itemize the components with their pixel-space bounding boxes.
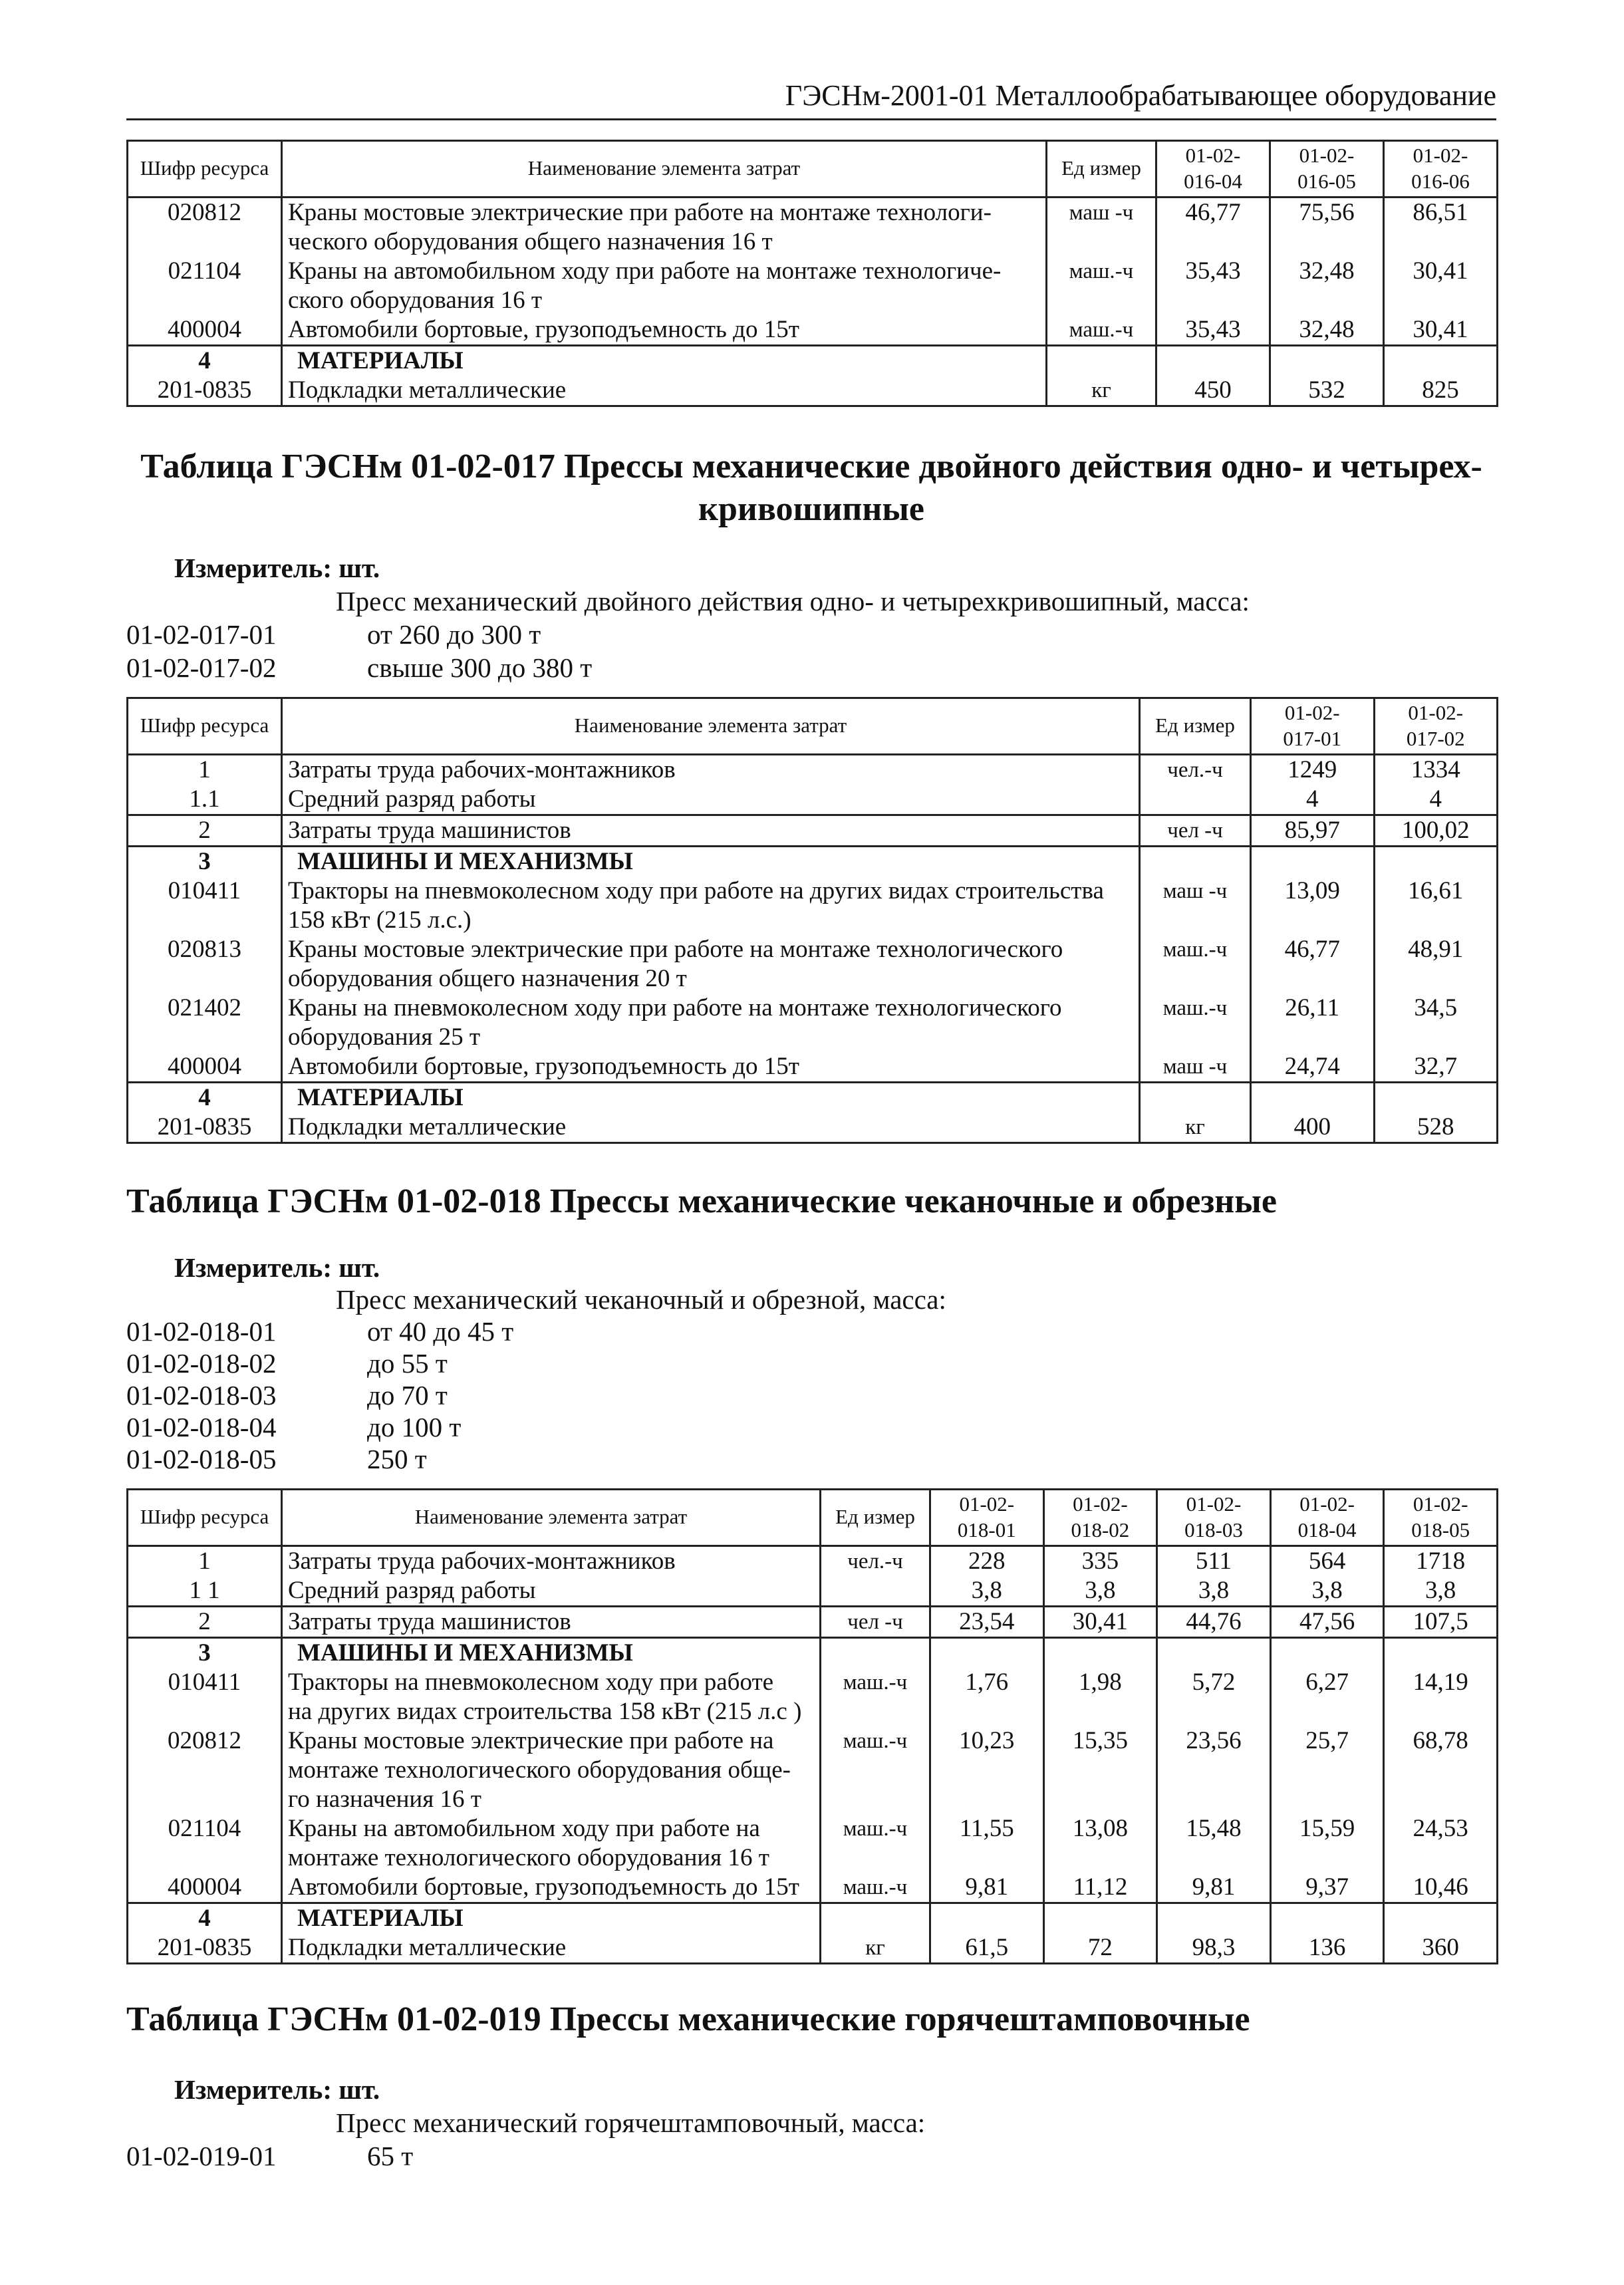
resource-code: 021402 — [128, 994, 282, 1052]
table-row — [128, 1903, 1498, 1933]
table-017-title — [126, 446, 1496, 531]
resource-value: 75,56 — [1270, 197, 1384, 257]
resource-value: 3,8 — [1157, 1576, 1271, 1607]
table-row — [128, 1933, 1498, 1964]
resource-unit — [1140, 846, 1251, 876]
resource-value: 511 — [1157, 1546, 1271, 1576]
resource-value — [1251, 846, 1375, 876]
column-header-variant: 01-02- 018-05 — [1384, 1490, 1498, 1546]
column-header-code: Шифр ресурса — [128, 141, 282, 198]
resource-unit: чел -ч — [1140, 815, 1251, 846]
resource-value: 16,61 — [1374, 876, 1498, 935]
resource-value: 15,59 — [1270, 1814, 1384, 1873]
resource-name: Краны мостовые электрические при работе на монтаже технологи- ческого оборудования общего назначения 16 т — [282, 197, 1047, 257]
resource-value: 32,48 — [1270, 315, 1384, 346]
table-header — [128, 141, 1498, 198]
resource-unit: кг — [821, 1933, 930, 1964]
resource-value: 11,12 — [1043, 1873, 1157, 1903]
resource-name: Краны на пневмоколесном ходу при работе на монтаже технологического оборудования 25 т — [282, 994, 1140, 1052]
resource-value: 9,81 — [930, 1873, 1044, 1903]
variant-row — [126, 618, 541, 650]
table-row — [128, 785, 1498, 815]
resource-value: 61,5 — [930, 1933, 1044, 1964]
table-header — [128, 698, 1498, 755]
resource-value: 23,56 — [1157, 1726, 1271, 1814]
table-017-meter: Измеритель: шт. — [174, 553, 380, 583]
table-018-meter: Измеритель: шт. — [174, 1252, 380, 1283]
resource-value: 30,41 — [1384, 315, 1498, 346]
column-header-variant: 01-02- 017-01 — [1251, 698, 1375, 755]
resource-value: 528 — [1374, 1113, 1498, 1143]
column-header-name: Наименование элемента затрат — [282, 1490, 821, 1546]
resource-code: 201-0835 — [128, 1113, 282, 1143]
resource-code: 201-0835 — [128, 1933, 282, 1964]
resource-table-016 — [126, 140, 1498, 407]
column-header-code: Шифр ресурса — [128, 1490, 282, 1546]
header-row — [128, 698, 1498, 755]
resource-value: 1,98 — [1043, 1668, 1157, 1726]
resource-value: 35,43 — [1156, 257, 1270, 315]
table-row — [128, 815, 1498, 846]
table-row — [128, 1113, 1498, 1143]
table-row — [128, 1546, 1498, 1576]
resource-code: 010411 — [128, 876, 282, 935]
resource-value — [1043, 1637, 1157, 1668]
resource-unit: маш.-ч — [1140, 935, 1251, 994]
resource-code: 020812 — [128, 1726, 282, 1814]
resource-unit: маш -ч — [1140, 1052, 1251, 1083]
variant-code: 01-02-018-01 — [126, 1316, 277, 1347]
resource-value: 3,8 — [1384, 1576, 1498, 1607]
table-row — [128, 1668, 1498, 1726]
variant-row — [126, 1379, 448, 1411]
table-row — [128, 935, 1498, 994]
resource-unit: маш -ч — [1047, 197, 1156, 257]
resource-code: 4 — [128, 1903, 282, 1933]
table-row — [128, 345, 1498, 376]
resource-value — [1374, 846, 1498, 876]
resource-table-018 — [126, 1488, 1498, 1964]
table-row — [128, 1726, 1498, 1814]
resource-value — [930, 1903, 1044, 1933]
resource-value: 9,81 — [1157, 1873, 1271, 1903]
variant-code: 01-02-019-01 — [126, 2141, 277, 2171]
resource-value: 30,41 — [1384, 257, 1498, 315]
resource-value: 32,48 — [1270, 257, 1384, 315]
column-header-code: Шифр ресурса — [128, 698, 282, 755]
resource-code: 400004 — [128, 1873, 282, 1903]
resource-unit: маш -ч — [1140, 876, 1251, 935]
table-019-meter: Измеритель: шт. — [174, 2074, 380, 2105]
resource-value: 25,7 — [1270, 1726, 1384, 1814]
table-header — [128, 1490, 1498, 1546]
resource-value: 6,27 — [1270, 1668, 1384, 1726]
column-header-unit: Ед измер — [1047, 141, 1156, 198]
resource-value: 98,3 — [1157, 1933, 1271, 1964]
resource-value: 85,97 — [1251, 815, 1375, 846]
resource-name: Тракторы на пневмоколесном ходу при работе на других видах строительства 158 кВт (215 л.с ) — [282, 1668, 821, 1726]
resource-value: 825 — [1384, 376, 1498, 406]
table-row — [128, 1052, 1498, 1083]
header-row — [128, 1490, 1498, 1546]
resource-name: Затраты труда рабочих-монтажников — [282, 754, 1140, 785]
resource-value: 15,48 — [1157, 1814, 1271, 1873]
resource-code: 1 — [128, 754, 282, 785]
resource-value: 450 — [1156, 376, 1270, 406]
variant-code: 01-02-017-01 — [126, 619, 277, 650]
resource-value — [1270, 1637, 1384, 1668]
resource-code: 3 — [128, 1637, 282, 1668]
resource-code: 020812 — [128, 197, 282, 257]
table-017-description: Пресс механический двойного действия одно- и четырехкривошипный, масса: — [336, 586, 1250, 616]
variant-text: до 55 т — [367, 1348, 448, 1379]
resource-unit: чел.-ч — [821, 1546, 930, 1576]
variant-text: до 70 т — [367, 1380, 448, 1411]
resource-value: 400 — [1251, 1113, 1375, 1143]
resource-value — [1270, 345, 1384, 376]
resource-value — [1157, 1903, 1271, 1933]
column-header-name: Наименование элемента затрат — [282, 698, 1140, 755]
table-row — [128, 1873, 1498, 1903]
resource-code: 201-0835 — [128, 376, 282, 406]
resource-name: Автомобили бортовые, грузоподъемность до 15т — [282, 1873, 821, 1903]
table-body — [128, 197, 1498, 406]
resource-name: МАТЕРИАЛЫ — [282, 1082, 1140, 1113]
table-body — [128, 1546, 1498, 1963]
resource-value: 34,5 — [1374, 994, 1498, 1052]
resource-value: 4 — [1251, 785, 1375, 815]
variant-text: до 100 т — [367, 1412, 462, 1442]
resource-value: 9,37 — [1270, 1873, 1384, 1903]
table-row — [128, 1606, 1498, 1637]
resource-value: 13,09 — [1251, 876, 1375, 935]
resource-value: 5,72 — [1157, 1668, 1271, 1726]
table-row — [128, 994, 1498, 1052]
resource-value — [1157, 1637, 1271, 1668]
variant-code: 01-02-018-05 — [126, 1444, 277, 1474]
resource-name: Краны на автомобильном ходу при работе на монтаже технологического оборудования 16 т — [282, 1814, 821, 1873]
resource-code: 2 — [128, 1606, 282, 1637]
resource-code: 021104 — [128, 1814, 282, 1873]
resource-unit: маш.-ч — [821, 1814, 930, 1873]
resource-value: 1249 — [1251, 754, 1375, 785]
resource-value — [1384, 345, 1498, 376]
variant-row — [126, 1347, 448, 1379]
resource-value: 15,35 — [1043, 1726, 1157, 1814]
column-header-unit: Ед измер — [821, 1490, 930, 1546]
resource-value: 335 — [1043, 1546, 1157, 1576]
column-header-variant: 01-02- 016-04 — [1156, 141, 1270, 198]
table-row — [128, 1082, 1498, 1113]
resource-value: 1,76 — [930, 1668, 1044, 1726]
table-018-description: Пресс механический чеканочный и обрезной, масса: — [336, 1284, 946, 1315]
resource-unit — [1140, 1082, 1251, 1113]
resource-code: 1 — [128, 1546, 282, 1576]
variant-row — [126, 1315, 513, 1347]
resource-value: 3,8 — [930, 1576, 1044, 1607]
resource-value — [1384, 1637, 1498, 1668]
column-header-variant: 01-02- 017-02 — [1374, 698, 1498, 755]
variant-row — [126, 1411, 461, 1443]
resource-code: 2 — [128, 815, 282, 846]
variant-text: свыше 300 до 380 т — [367, 652, 593, 683]
resource-code: 1 1 — [128, 1576, 282, 1607]
variant-row — [126, 2140, 413, 2172]
resource-value: 47,56 — [1270, 1606, 1384, 1637]
resource-unit: маш.-ч — [821, 1668, 930, 1726]
resource-value: 1334 — [1374, 754, 1498, 785]
resource-value: 14,19 — [1384, 1668, 1498, 1726]
column-header-variant: 01-02- 018-02 — [1043, 1490, 1157, 1546]
resource-unit: маш.-ч — [821, 1726, 930, 1814]
resource-value: 100,02 — [1374, 815, 1498, 846]
resource-name: Подкладки металлические — [282, 1113, 1140, 1143]
table-017-title-line2: кривошипные — [698, 490, 925, 528]
table-row — [128, 315, 1498, 346]
resource-value: 11,55 — [930, 1814, 1044, 1873]
resource-code: 400004 — [128, 315, 282, 346]
resource-value: 13,08 — [1043, 1814, 1157, 1873]
column-header-name: Наименование элемента затрат — [282, 141, 1047, 198]
resource-name: МАШИНЫ И МЕХАНИЗМЫ — [282, 846, 1140, 876]
variant-code: 01-02-018-02 — [126, 1348, 277, 1379]
resource-value — [1251, 1082, 1375, 1113]
resource-value: 360 — [1384, 1933, 1498, 1964]
resource-value: 23,54 — [930, 1606, 1044, 1637]
resource-unit: маш.-ч — [1047, 315, 1156, 346]
column-header-variant: 01-02- 016-05 — [1270, 141, 1384, 198]
resource-unit: маш.-ч — [821, 1873, 930, 1903]
resource-name: Краны мостовые электрические при работе на монтаже технологического оборудования общего назначения 20 т — [282, 935, 1140, 994]
resource-value: 46,77 — [1156, 197, 1270, 257]
table-row — [128, 197, 1498, 257]
variant-code: 01-02-017-02 — [126, 652, 277, 683]
table-row — [128, 846, 1498, 876]
resource-value: 532 — [1270, 376, 1384, 406]
resource-name: Краны мостовые электрические при работе на монтаже технологического оборудования обще- го назначения 16 т — [282, 1726, 821, 1814]
resource-value: 107,5 — [1384, 1606, 1498, 1637]
resource-value: 72 — [1043, 1933, 1157, 1964]
resource-value: 10,23 — [930, 1726, 1044, 1814]
column-header-unit: Ед измер — [1140, 698, 1251, 755]
resource-unit — [821, 1637, 930, 1668]
resource-value: 3,8 — [1270, 1576, 1384, 1607]
resource-value: 136 — [1270, 1933, 1384, 1964]
table-019-description: Пресс механический горячештамповочный, масса: — [336, 2107, 926, 2138]
header-divider — [126, 118, 1496, 120]
resource-value: 26,11 — [1251, 994, 1375, 1052]
resource-value: 4 — [1374, 785, 1498, 815]
resource-code: 020813 — [128, 935, 282, 994]
resource-value — [930, 1637, 1044, 1668]
variant-text: от 260 до 300 т — [367, 619, 541, 650]
resource-table-017 — [126, 697, 1498, 1144]
resource-unit — [1047, 345, 1156, 376]
resource-code: 021104 — [128, 257, 282, 315]
resource-value: 68,78 — [1384, 1726, 1498, 1814]
resource-unit: кг — [1047, 376, 1156, 406]
resource-name: Тракторы на пневмоколесном ходу при работе на других видах строительства 158 кВт (215 л.с.) — [282, 876, 1140, 935]
table-017-title-line1: Таблица ГЭСНм 01-02-017 Прессы механические двойного действия одно- и четырех- — [140, 448, 1482, 485]
resource-code: 400004 — [128, 1052, 282, 1083]
resource-code: 010411 — [128, 1668, 282, 1726]
resource-value: 24,53 — [1384, 1814, 1498, 1873]
column-header-variant: 01-02- 018-03 — [1157, 1490, 1271, 1546]
resource-value: 1718 — [1384, 1546, 1498, 1576]
resource-name: МАТЕРИАЛЫ — [282, 1903, 821, 1933]
resource-value — [1374, 1082, 1498, 1113]
resource-value: 35,43 — [1156, 315, 1270, 346]
resource-unit: кг — [1140, 1113, 1251, 1143]
table-body — [128, 754, 1498, 1142]
resource-name: МАШИНЫ И МЕХАНИЗМЫ — [282, 1637, 821, 1668]
resource-value: 46,77 — [1251, 935, 1375, 994]
resource-name: Средний разряд работы — [282, 1576, 821, 1607]
column-header-variant: 01-02- 018-01 — [930, 1490, 1044, 1546]
resource-value: 24,74 — [1251, 1052, 1375, 1083]
table-row — [128, 376, 1498, 406]
resource-value: 86,51 — [1384, 197, 1498, 257]
table-019-title: Таблица ГЭСНм 01-02-019 Прессы механические горячештамповочные — [126, 2000, 1250, 2038]
resource-value: 10,46 — [1384, 1873, 1498, 1903]
resource-value — [1384, 1903, 1498, 1933]
column-header-variant: 01-02- 018-04 — [1270, 1490, 1384, 1546]
resource-code: 1.1 — [128, 785, 282, 815]
column-header-variant: 01-02- 016-06 — [1384, 141, 1498, 198]
header-row — [128, 141, 1498, 198]
variant-code: 01-02-018-04 — [126, 1412, 277, 1442]
table-row — [128, 1814, 1498, 1873]
resource-value — [1156, 345, 1270, 376]
resource-value: 44,76 — [1157, 1606, 1271, 1637]
resource-unit: чел -ч — [821, 1606, 930, 1637]
variant-row — [126, 652, 592, 684]
resource-unit: маш.-ч — [1047, 257, 1156, 315]
resource-value: 48,91 — [1374, 935, 1498, 994]
resource-code: 4 — [128, 345, 282, 376]
resource-value — [1043, 1903, 1157, 1933]
resource-unit — [821, 1576, 930, 1607]
table-018-title: Таблица ГЭСНм 01-02-018 Прессы механические чеканочные и обрезные — [126, 1182, 1277, 1220]
resource-name: Автомобили бортовые, грузоподъемность до 15т — [282, 1052, 1140, 1083]
resource-name: Затраты труда рабочих-монтажников — [282, 1546, 821, 1576]
variant-text: 250 т — [367, 1444, 427, 1474]
page-header: ГЭСНм-2001-01 Металлообрабатывающее оборудование — [785, 79, 1496, 112]
resource-name: Краны на автомобильном ходу при работе на монтаже технологиче- ского оборудования 16 т — [282, 257, 1047, 315]
resource-unit — [1140, 785, 1251, 815]
resource-name: Автомобили бортовые, грузоподъемность до 15т — [282, 315, 1047, 346]
resource-code: 3 — [128, 846, 282, 876]
resource-value: 564 — [1270, 1546, 1384, 1576]
resource-name: Затраты труда машинистов — [282, 1606, 821, 1637]
variant-code: 01-02-018-03 — [126, 1380, 277, 1411]
table-row — [128, 754, 1498, 785]
table-row — [128, 1637, 1498, 1668]
resource-name: Подкладки металлические — [282, 1933, 821, 1964]
resource-unit: чел.-ч — [1140, 754, 1251, 785]
resource-name: Подкладки металлические — [282, 376, 1047, 406]
resource-unit: маш.-ч — [1140, 994, 1251, 1052]
table-row — [128, 876, 1498, 935]
resource-value: 228 — [930, 1546, 1044, 1576]
table-row — [128, 257, 1498, 315]
resource-code: 4 — [128, 1082, 282, 1113]
resource-value: 3,8 — [1043, 1576, 1157, 1607]
variant-text: 65 т — [367, 2141, 414, 2171]
resource-name: Средний разряд работы — [282, 785, 1140, 815]
variant-row — [126, 1443, 427, 1475]
resource-value — [1270, 1903, 1384, 1933]
resource-value: 32,7 — [1374, 1052, 1498, 1083]
resource-value: 30,41 — [1043, 1606, 1157, 1637]
variant-text: от 40 до 45 т — [367, 1316, 514, 1347]
resource-name: Затраты труда машинистов — [282, 815, 1140, 846]
resource-name: МАТЕРИАЛЫ — [282, 345, 1047, 376]
table-row — [128, 1576, 1498, 1607]
resource-unit — [821, 1903, 930, 1933]
